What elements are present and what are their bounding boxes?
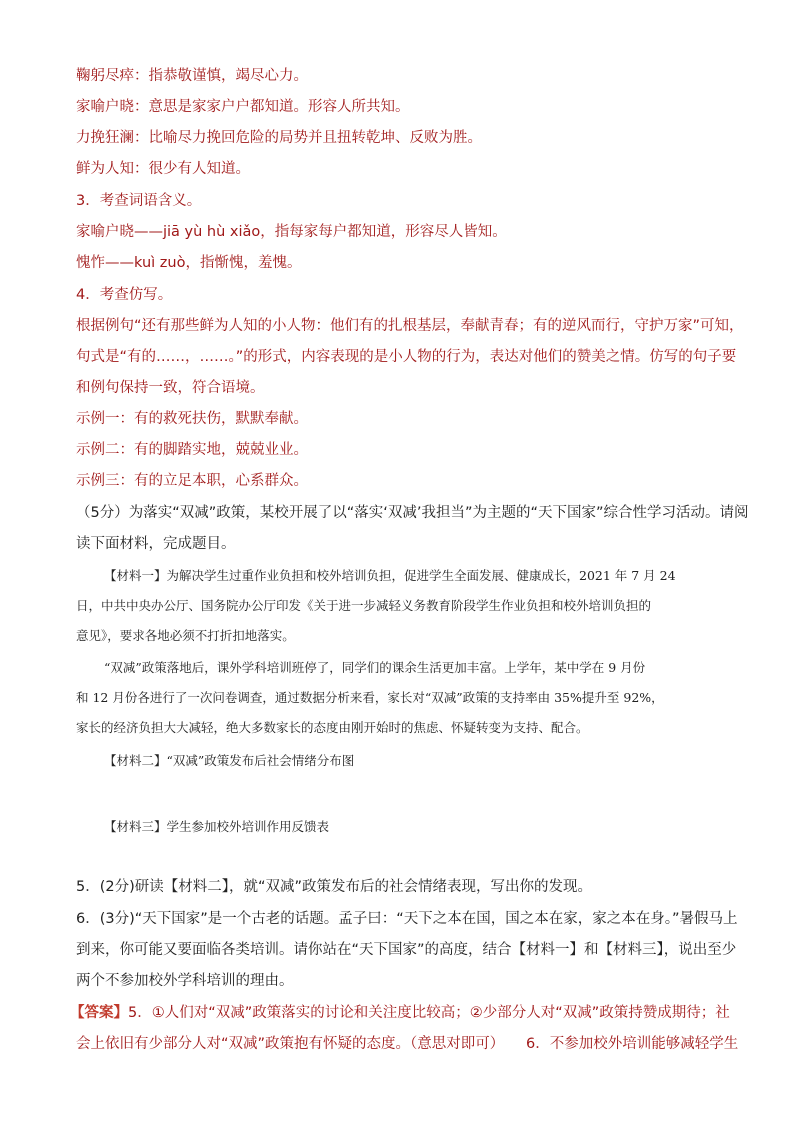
material1-para2-line: “双减”政策落地后，课外学科培训班停了，同学们的课余生活更加丰富。上学年，某中学在 9 月份 (104, 660, 646, 675)
material1-line: 日，中共中央办公厅、国务院办公厅印发《关于进一步减轻义务教育阶段学生作业负担和校外培训负担的 (76, 598, 652, 613)
example-line: 示例三：有的立足本职，心系群众。 (76, 473, 308, 489)
example-line: 示例二：有的脚踏实地，兢兢业业。 (76, 442, 308, 458)
q4-title: 4．考查仿写。 (76, 287, 173, 303)
intro-line: 读下面材料，完成题目。 (76, 536, 236, 552)
definition-line: 鞠躬尽瘁：指恭敬谨慎，竭尽心力。 (76, 68, 308, 84)
material1-line: 【材料一】为解决学生过重作业负担和校外培训负担，促进学生全面发展、健康成长，2021 年 7 月 24 (104, 568, 676, 583)
question-6-line: 到来，你可能又要面临各类培训。请你站在“天下国家”的高度，结合【材料一】和【材料三】，说出至少 (76, 942, 737, 958)
material3-heading: 【材料三】学生参加校外培训作用反馈表 (104, 819, 330, 834)
question-6-line: 两个不参加校外学科培训的理由。 (76, 973, 294, 989)
material1-para2-line: 家长的经济负担大大减轻，绝大多数家长的态度由刚开始时的焦虑、怀疑转变为支持、配合。 (76, 720, 589, 735)
definition-line: 鲜为人知：很少有人知道。 (76, 161, 250, 177)
answer-text: 5．①人们对“双减”政策落实的讨论和关注度比较高；②少部分人对“双减”政策持赞成期待；社 (128, 1005, 730, 1021)
material1-para2-line: 和 12 月份各进行了一次问卷调查，通过数据分析来看，家长对“双减”政策的支持率由 35%提升至 92%， (76, 690, 664, 705)
q3-line: 愧怍——kuì zuò，指惭愧，羞愧。 (76, 255, 302, 271)
definition-line: 家喻户晓：意思是家家户户都知道。形容人所共知。 (76, 99, 410, 115)
intro-line: （5分）为落实“双减”政策，某校开展了以“落实‘双减’我担当”为主题的“天下国家”综合性学习活动。请阅 (76, 505, 749, 521)
q3-line: 家喻户晓——jiā yù hù xiǎo，指每家每户都知道，形容尽人皆知。 (76, 224, 507, 240)
answer-line (70, 1003, 730, 1023)
q4-line: 句式是“有的……，……。”的形式，内容表现的是小人物的行为，表达对他们的赞美之情。仿写的句子要 (76, 349, 737, 365)
q4-line: 根据例句“还有那些鲜为人知的小人物：他们有的扎根基层，奉献青春；有的逆风而行，守护万家”可知， (76, 318, 744, 334)
material1-line: 意见》，要求各地必须不打折扣地落实。 (76, 628, 295, 643)
material2-heading: 【材料二】“双减”政策发布后社会情绪分布图 (104, 753, 355, 768)
q4-line: 和例句保持一致，符合语境。 (76, 380, 265, 396)
answer-line: 会上依旧有少部分人对“双减”政策抱有怀疑的态度。（意思对即可） 6．不参加校外培训能够减轻学生 (76, 1036, 739, 1052)
q3-title: 3．考查词语含义。 (76, 193, 202, 209)
answer-tag: 【答案】 (70, 1005, 128, 1021)
example-line: 示例一：有的救死扶伤，默默奉献。 (76, 411, 308, 427)
question-5: 5．(2分)研读【材料二】，就“双减”政策发布后的社会情绪表现，写出你的发现。 (76, 879, 593, 895)
question-6-line: 6．(3分)“天下国家”是一个古老的话题。孟子曰：“天下之本在国，国之本在家，家之本在身。”暑假马上 (76, 911, 738, 927)
definition-line: 力挽狂澜：比喻尽力挽回危险的局势并且扭转乾坤、反败为胜。 (76, 130, 482, 146)
